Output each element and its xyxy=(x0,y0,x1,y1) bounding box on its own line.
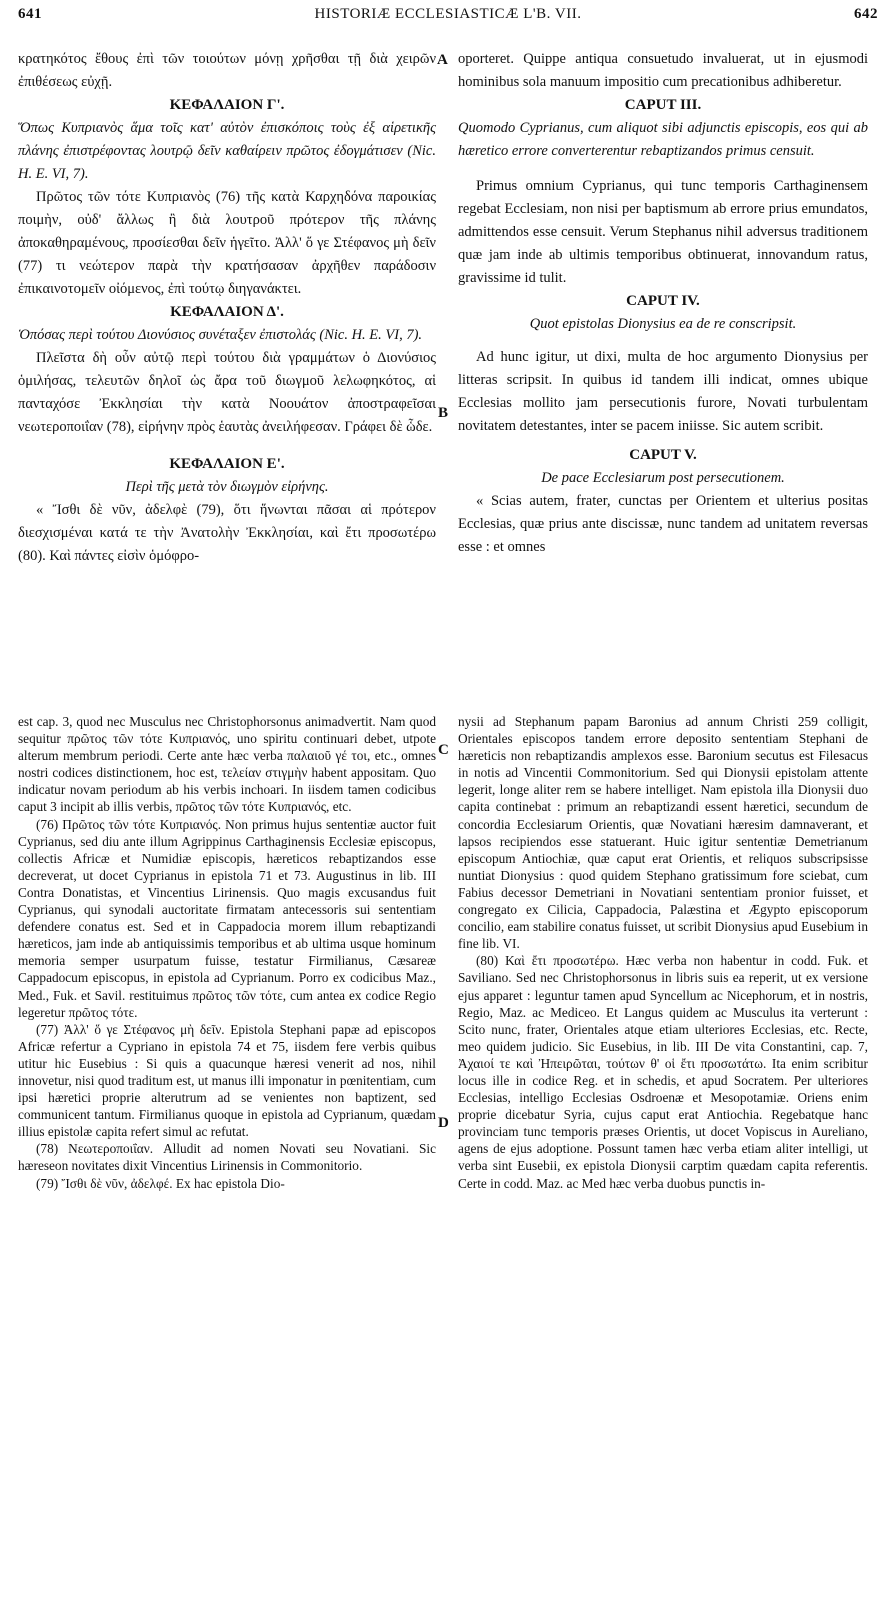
latin-chapter-3-heading: CAPUT III. xyxy=(624,97,702,113)
footnote-80: (80) Καὶ ἔτι προσωτέρω. Hæc verba non habentur in codd. Fuk. et Saviliano. Sed nec Christophorsonus in libris suis ea reperit, ut ex versione ejus apparet : leguntur tamen apud Syncellum ac Nicephorum, et in nostris, Regio, Maz. ac Mediceo. Et Langus quidem ac Musculus ita verterunt : Scito nunc, frater, Orientales atque etiam ulteriores Ecclesias, etc. Recte, meo quidem judicio. Sic Eusebius, in lib. III De vita Constantini, cap. 7, Ἀχαιοί τε καὶ Ἠπειρῶται, τούτων θ' οἱ ἔτι προσωτάτω. Ita enim scribitur locus ille in codice Reg. et in schedis, et apud Socratem. Per ulteriores Ecclesias, intelligo Ecclesias Osdroenæ et Mesopotamiæ. Oriens enim proprie dicebatur Syria, cujus caput erat Antiochia. Regebatque hanc provinciam tunc temporis præses Orientis, ut docet Vopiscus in Aureliano, agens de ejus adoptione. Possunt tamen hæc verba etiam aliter intelligi, ut verba sint Eusebii, ex epistola Dionysii carptim quædam capita referentis. Certe in codd. Maz. ac Med hæc verba duobus punctis in- xyxy=(458,953,868,1191)
greek-continuation: κρατηκότος ἔθους ἐπὶ τῶν τοιούτων μόνῃ χρῆσθαι τῇ διὰ χειρῶν ἐπιθέσεως εὐχῇ. xyxy=(18,51,436,90)
footnotes-right-column xyxy=(458,713,868,1192)
footnotes-left-column xyxy=(18,713,436,1192)
latin-chapter-5-summary: De pace Ecclesiarum post persecutionem. xyxy=(541,470,785,486)
latin-continuation: oporteret. Quippe antiqua consuetudo invaluerat, ut in ejusmodi hominibus sola manuum impositio cum precationibus adhiberetur. xyxy=(458,51,868,90)
latin-chapter-5-heading: CAPUT V. xyxy=(629,447,697,463)
footnote-79-continuation: nysii ad Stephanum papam Baronius ad annum Christi 259 colligit, Orientales episcopos tandem errore deposito sententiam Stephani de hæreticis non rebaptizandis amplexos esse. Baronium secutus est Filesacus in notis ad Vincentii Commonitorium. Sed qui Dionysii epistolam attente legerit, longe aliter rem se habere intelliget. Nam epistola illa Dionysii duo capita continebat : primum an rebaptizandi essent hæretici, secundum de concordia Ecclesiarum Orientis, quæ Novatiani hæresim damnaverant, et lapsos recipiendos esse statuerant. Huic igitur sententiæ Demetrianum episcopum Antiochiæ, quæ caput erat Orientis, et reliquos subscripsisse nuntiat Dionysius : quod quidem Stephano gratissimum fore sciebat, cum Fabius decessor Demetriani in Novatiani sententiam pronior fuisset, et congregato ex Cilicia, Cappadocia, Palæstina et Ægypto episcoporum concilio, eam stabilire conatus fuisset, ut scribit Dionysius apud Eusebium in fine lib. VI. xyxy=(458,714,868,952)
margin-letter-d: D xyxy=(438,1115,449,1131)
margin-letter-a: A xyxy=(437,52,448,68)
page-number-right: 642 xyxy=(854,6,878,22)
latin-text-column xyxy=(458,48,868,559)
greek-chapter-5-heading: ΚΕΦΑΛΑΙΟΝ Ε'. xyxy=(169,456,285,472)
footnote-76: (76) Πρῶτος τῶν τότε Κυπριανός. Non primus hujus sententiæ auctor fuit Cyprianus, sed diu ante illum Agrippinus Carthaginensis Ecclesiæ episcopus, collectis Africæ et Numidiæ episcopis, hæreticos rebaptizandos esse decreverat, ut docet Cyprianus in epistola 71 et 73. Augustinus in lib. III Contra Donatistas, et Vincentius Lirinensis. Quo magis excusandus fuit Cyprianus, qui synodali auctoritate firmatam antecessoris sui sententiam defendere conatus est. Sed et in Cappadocia morem illum rebaptizandi hæreticos, jam inde ab antiquissimis temporibus et ab ultima usque hominum memoria semper usurpatum fuisse, testatur Firmilianus, Cæsareæ Cappadocum episcopus, in epistola ad Cyprianum. Porro ex codicibus Maz., Med., Fuk. et Savil. restituimus πρῶτος τῶν τότε, cum antea ex codice Regio legeretur πρῶτος τότε. xyxy=(18,816,436,1020)
margin-letter-c: C xyxy=(438,742,449,758)
margin-letter-b: B xyxy=(438,405,449,421)
latin-chapter-3-summary: Quomodo Cyprianus, cum aliquot sibi adjunctis episcopis, eos qui ab hæretico errore converterentur rebaptizandos primus censuit. xyxy=(458,120,868,159)
running-title: HISTORIÆ ECCLESIASTICÆ L'B. VII. xyxy=(314,6,582,22)
latin-chapter-4-summary: Quot epistolas Dionysius ea de re conscripsit. xyxy=(529,316,797,332)
page-number-left: 641 xyxy=(18,6,42,22)
latin-chapter-5-text: « Scias autem, frater, cunctas per Orientem et ulterius positas Ecclesias, quæ prius ante discissæ, nunc tandem ad unitatem reversas esse : et omnes xyxy=(458,493,868,555)
greek-chapter-3-heading: ΚΕΦΑΛΑΙΟΝ Γ'. xyxy=(169,97,285,113)
latin-chapter-4-text: Ad hunc igitur, ut dixi, multa de hoc argumento Dionysius per litteras scripsit. In quibus id tandem illi indicat, omnes ubique Ecclesias mollito jam persecutionis furore, Novati turbulentam novitatem detestantes, inter se pacem iniisse. Sic autem scribit. xyxy=(458,349,868,434)
latin-chapter-3-text: Primus omnium Cyprianus, qui tunc temporis Carthaginensem regebat Ecclesiam, non nisi per baptismum ab errore prius emundatos, admittendos esse censuit. Verum Stephanus nihil adversus traditionem quæ jam inde ab ultimis temporibus obtinuerat, innovandum ratus, gravissime id tulit. xyxy=(458,178,868,286)
footnote-77: (77) Ἀλλ' ὅ γε Στέφανος μὴ δεῖν. Epistola Stephani papæ ad episcopos Africæ refertur a Cypriano in epistola 74 et 75, iisdem fere verbis quibus utitur hic Eusebius : Si quis a quacunque hæresi venerit ad nos, nihil innovetur, nisi quod traditum est, ut manus illi imponatur in pœnitentiam, cum ipsi hæretici proprie alterutrum ad se venientes non baptizent, sed communicent tantum. Firmilianus quoque in epistola ad Cyprianum, quædam illius epistolæ capita refert simul ac refutat. xyxy=(18,1021,436,1140)
greek-chapter-3-summary: Ὅπως Κυπριανὸς ἅμα τοῖς κατ' αὐτὸν ἐπισκόποις τοὺς ἐξ αἱρετικῆς πλάνης ἐπιστρέφοντας λουτρῷ δεῖν καθαίρειν πρῶτος ἐδογμάτισεν (Nic. H. E. VI, 7). xyxy=(18,120,436,182)
footnote-continuation: est cap. 3, quod nec Musculus nec Christophorsonus animadvertit. Nam quod sequitur πρῶτος τῶν τότε Κυπριανός, uno spiritu continuari debet, utpote alterum membrum periodi. Certe ante hæc verba παλαιοῦ γέ τοι, etc., omnes nostri codices distinctionem, hoc est, τελείαν στιγμὴν habent appositam. Quo indicatur novam periodum ab his verbis inchoari. In iisdem tamen codicibus caput 3 incipit ab illis verbis, πρῶτος τῶν τότε Κυπριανός, etc. xyxy=(18,714,436,815)
greek-text-column xyxy=(18,48,436,568)
latin-chapter-4-heading: CAPUT IV. xyxy=(626,293,700,309)
greek-chapter-4-heading: ΚΕΦΑΛΑΙΟΝ Δ'. xyxy=(170,304,284,320)
greek-chapter-4-text: Πλεῖστα δὴ οὖν αὐτῷ περὶ τούτου διὰ γραμμάτων ὁ Διονύσιος ὁμιλήσας, τελευτῶν δηλοῖ ὡς ἄρα τοῦ διωγμοῦ λελωφηκότος, αἱ πανταχόσε Ἐκκλησίαι τὴν κατὰ Νοουάτον ἀποστραφεῖσαι νεωτεροποιΐαν (78), εἰρήνην πρὸς ἑαυτὰς ἀνειλήφεσαν. Γράφει δὲ ὧδε. xyxy=(18,350,436,435)
greek-chapter-4-summary: Ὁπόσας περὶ τούτου Διονύσιος συνέταξεν ἐπιστολάς (Nic. H. E. VI, 7). xyxy=(18,327,423,343)
running-header xyxy=(18,6,878,32)
footnote-78: (78) Νεωτεροποιΐαν. Alludit ad nomen Novati seu Novatiani. Sic hæreseon novitates dixit Vincentius Lirinensis in Commonitorio. xyxy=(18,1141,436,1174)
greek-chapter-5-text: « Ἴσθι δὲ νῦν, ἀδελφὲ (79), ὅτι ἥνωνται πᾶσαι αἱ πρότερον διεσχισμέναι κατά τε τὴν Ἀνατολὴν Ἐκκλησίαι, καὶ ἔτι προσωτέρω (80). Καὶ πάντες εἰσὶν ὁμόφρο- xyxy=(18,502,436,564)
greek-chapter-3-text: Πρῶτος τῶν τότε Κυπριανὸς (76) τῆς κατὰ Καρχηδόνα παροικίας ποιμὴν, οὐδ' ἄλλως ἢ διὰ λουτροῦ πρότερον τῆς πλάνης ἀποκαθηραμένους, προσίεσθαι δεῖν ἡγεῖτο. Ἀλλ' ὅ γε Στέφανος μὴ δεῖν (77) τι νεώτερον παρὰ τὴν κρατήσασαν ἀρχῆθεν παράδοσιν ἐπικαινοτομεῖν οἰόμενος, ἐπὶ τούτῳ διηγανάκτει. xyxy=(18,189,436,297)
footnote-79: (79) Ἴσθι δὲ νῦν, ἀδελφέ. Ex hac epistola Dio- xyxy=(36,1175,285,1191)
greek-chapter-5-summary: Περὶ τῆς μετὰ τὸν διωγμὸν εἰρήνης. xyxy=(125,479,329,495)
